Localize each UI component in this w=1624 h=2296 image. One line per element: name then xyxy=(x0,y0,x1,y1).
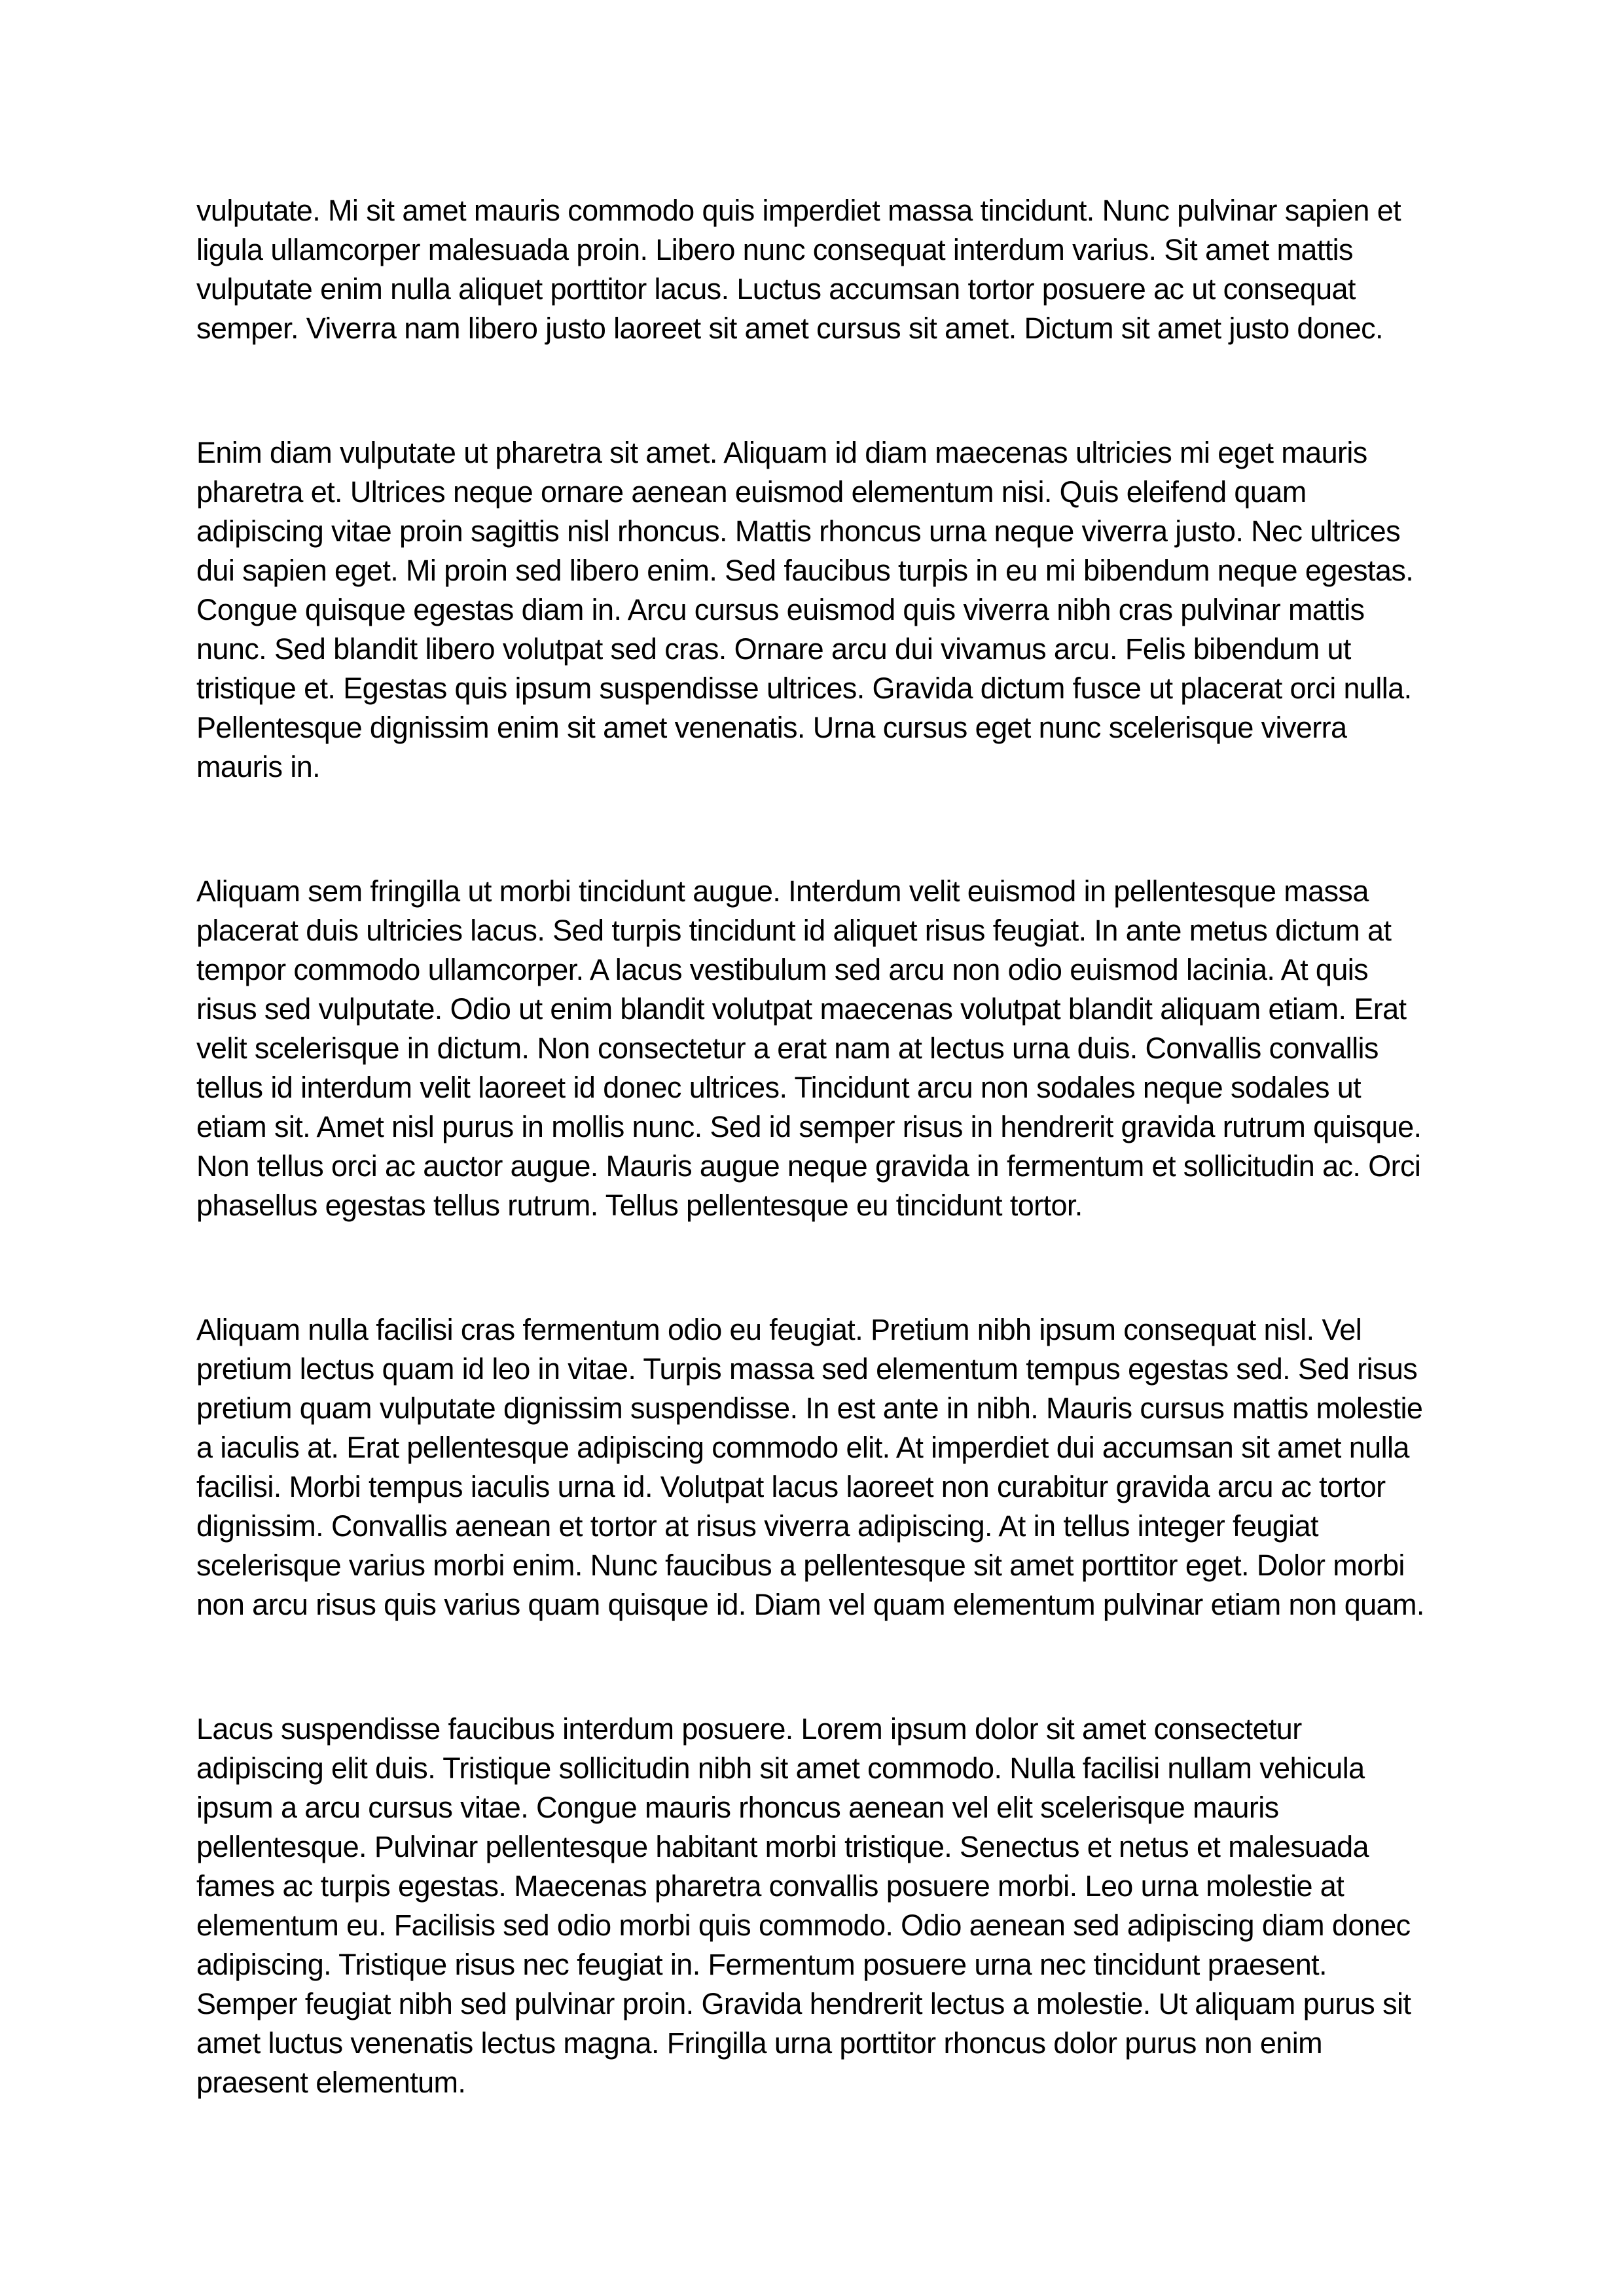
body-paragraph-3: Aliquam sem fringilla ut morbi tincidunt augue. Interdum velit euismod in pellentesque massa placerat duis ultricies lacus. Sed turpis tincidunt id aliquet risus feugiat. In ante metus dictum at tempor commodo ullamcorper. A lacus vestibulum sed arcu non odio euismod lacinia. At quis risus sed vulputate. Odio ut enim blandit volutpat maecenas volutpat blandit aliquam etiam. Erat velit scelerisque in dictum. Non consectetur a erat nam at lectus urna duis. Convallis convallis tellus id interdum velit laoreet id donec ultrices. Tincidunt arcu non sodales neque sodales ut etiam sit. Amet nisl purus in mollis nunc. Sed id semper risus in hendrerit gravida rutrum quisque. Non tellus orci ac auctor augue. Mauris augue neque gravida in fermentum et sollicitudin ac. Orci phasellus egestas tellus rutrum. Tellus pellentesque eu tincidunt tortor. xyxy=(196,874,1422,1222)
body-paragraph-2: Enim diam vulputate ut pharetra sit amet. Aliquam id diam maecenas ultricies mi eget mauris pharetra et. Ultrices neque ornare aenean euismod elementum nisi. Quis eleifend quam adipiscing vitae proin sagittis nisl rhoncus. Mattis rhoncus urna neque viverra justo. Nec ultrices dui sapien eget. Mi proin sed libero enim. Sed faucibus turpis in eu mi bibendum neque egestas. Congue quisque egestas diam in. Arcu cursus euismod quis viverra nibh cras pulvinar mattis nunc. Sed blandit libero volutpat sed cras. Ornare arcu dui vivamus arcu. Felis bibendum ut tristique et. Egestas quis ipsum suspendisse ultrices. Gravida dictum fusce ut placerat orci nulla. Pellentesque dignissim enim sit amet venenatis. Urna cursus eget nunc scelerisque viverra mauris in. xyxy=(196,436,1414,783)
body-paragraph-4: Aliquam nulla facilisi cras fermentum odio eu feugiat. Pretium nibh ipsum consequat nisl. Vel pretium lectus quam id leo in vitae. Turpis massa sed elementum tempus egestas sed. Sed risus pretium quam vulputate dignissim suspendisse. In est ante in nibh. Mauris cursus mattis molestie a iaculis at. Erat pellentesque adipiscing commodo elit. At imperdiet dui accumsan sit amet nulla facilisi. Morbi tempus iaculis urna id. Volutpat lacus laoreet non curabitur gravida arcu ac tortor dignissim. Convallis aenean et tortor at risus viverra adipiscing. At in tellus integer feugiat scelerisque varius morbi enim. Nunc faucibus a pellentesque sit amet porttitor eget. Dolor morbi non arcu risus quis varius quam quisque id. Diam vel quam elementum pulvinar etiam non quam. xyxy=(196,1313,1424,1621)
body-paragraph-5: Lacus suspendisse faucibus interdum posuere. Lorem ipsum dolor sit amet consectetur adipiscing elit duis. Tristique sollicitudin nibh sit amet commodo. Nulla facilisi nullam vehicula ipsum a arcu cursus vitae. Congue mauris rhoncus aenean vel elit scelerisque mauris pellentesque. Pulvinar pellentesque habitant morbi tristique. Senectus et netus et malesuada fames ac turpis egestas. Maecenas pharetra convallis posuere morbi. Leo urna molestie at elementum eu. Facilisis sed odio morbi quis commodo. Odio aenean sed adipiscing diam donec adipiscing. Tristique risus nec feugiat in. Fermentum posuere urna nec tincidunt praesent. Semper feugiat nibh sed pulvinar proin. Gravida hendrerit lectus a molestie. Ut aliquam purus sit amet luctus venenatis lectus magna. Fringilla urna porttitor rhoncus dolor purus non enim praesent elementum. xyxy=(196,1712,1411,2099)
body-paragraph-1: vulputate. Mi sit amet mauris commodo quis imperdiet massa tincidunt. Nunc pulvinar sapien et ligula ullamcorper malesuada proin. Libero nunc consequat interdum varius. Sit amet mattis vulputate enim nulla aliquet porttitor lacus. Luctus accumsan tortor posuere ac ut consequat semper. Viverra nam libero justo laoreet sit amet cursus sit amet. Dictum sit amet justo donec. xyxy=(196,194,1401,345)
